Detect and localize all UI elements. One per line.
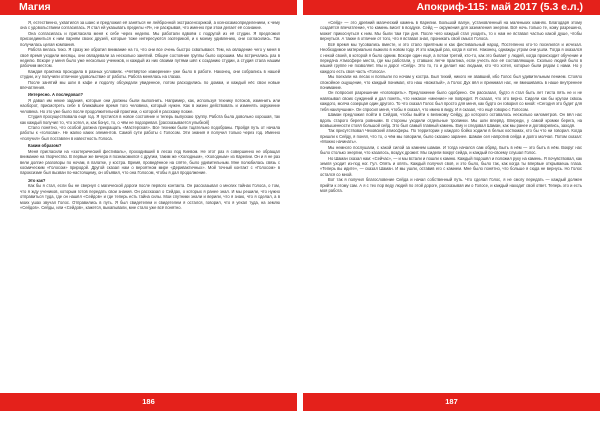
paragraph: Я, естественно, ухватился за шанс и предложил её заняться не лейбронной экстрасенсорикой, а ксеносамоопределением, к чему она с удовольствием согласилась. Я стал ей указывать пределы «Я», не раскрывая, что именно при этом делает её сознание. <box>20 20 280 31</box>
paragraph: Он попросил разрешение «поговорить». Предложение было одобрено. Он рассказал, будто я стал быть лет тиста пять не и не навязывал своих суждений и дал понять, что никакое «мнение» не повредит. Я сказал, что это верно. Сидели как бы кругом сквозь каждого, молча созерцая один другого. То что сказал Голос был просто для меня, как будто он говорил со мной: «Сегодня это будет для тебя наилучшим». Он спросил меня, чтобы я сказал, что имею в виду. И я сказал, что ещё говорю с Голосом. <box>320 90 582 112</box>
right-page-number: 187 <box>445 397 458 406</box>
paragraph: Но Шаман сказал нам: «Сейчас», — и мы встали и пошли к камню. Каждый подошёл и положил руку на камень. Я почувствовал, как земля уходит из-под ног. Гул. Опять и опять. Каждый получил своё, и это было, было так, как когда ты впервые открываешь глаза. «Теперь вы идите», — сказал Шаман. И мы ушли, оставив его с камнем. Мне было понятно, что больше я сюда не вернусь. Но Голос остался со мной. <box>320 155 582 177</box>
paragraph: Всё время мы тусовались вместе, и это стало приятным и как фестивальный народ. Постепенно кто-то поселился и исчезал. Необходимое материально выжило в новом году. И это каждый раз, когда я хотел. Наконец, однажды утром они ушли. Тогда я оказался с некой своей, в которой я было одним. Вскоре один ещё, а потом третий, кто-то, как это бывает у людей, когда происходит обучение и передача Атмосфере места, где мы работали, у ставших легче практика, если учесть все её составляющие. Сколько людей было в нашей группе не позволяет. Мы и дорог «Сейд». Это то, то и делает нас людьми, кто что хотел, которые были рядом с нами. Но у каждого есть своя часть «Голоса». <box>320 41 582 74</box>
paragraph: Как бы я стал, если бы не свернул с магической дороги после первого контакта. Он рассказывал о многих тайнах Голоса, о том, что я жду учеников, которым готов передать свои знания. Он рассказал о Сейдах, о которых я ранее знал. И мы решили, что нужно отправиться туда, где он нашёл «Сейдов» и где теперь есть тайна силы. Мои спутники знали и верили, что я знаю, что я сделал, а в моих ушах звучал Голос. Отправились в путь. Я был свидетелем и свидетелем я остался, говорил, что я уехал туда, на землю «Сейдов». Сейды, или «Сейдов», кажется, выкапывали, мне стало уже всё понятно. <box>20 183 280 210</box>
interview-question: Интересно. А последовал? <box>28 92 83 98</box>
paragraph: Стало понятно, что особой должна прекращать «Мастерская». Все техники были тщательно подобраны. Пройдя путь от начала работы к «голосам». Не жалко каких элементов. Самой сути работы с Голосом. Эти знания я получил только через год. Именно «получил» был поставлен в известность Голоса. <box>20 125 280 141</box>
paragraph: Она согласилась и пригласила меня к себе через неделю. Мы работали вдвоём с подругой из её студии. Я предложил присоединиться к ним парням своих друзей, которые тоже интересуются эзотерикой, и к моему удивлению, они согласились. Так получилась целая компания. <box>20 30 280 47</box>
paragraph: Работа велась тихо. Я сразу же обратил внимание на то, что они все очень быстро схватывают. Тем, на овладение чего у меня в своё время уходили месяцы, они овладевали за несколько занятий. Общее состояние группы было хорошим. Мы встречались раз в неделю. Вскоре у меня было уже несколько учеников, и каждый из них своими путями шёл к созданию студии, а студия стала нашим рабочим местом. <box>20 47 280 69</box>
left-page-number: 186 <box>142 397 155 406</box>
paragraph: «Сейд» — это древний магический камень в Карелии. Большой валун, установленный на маленьких камнях. Благодаря этому создаётся впечатление, что камень висит в воздухе. Сейд — окружения для заземления энергии. Всё ночь только те, кому разрешено, может прикоснуться к ним. Мы были там три дня. После чего каждый стал уходить, то к нам не вставал частью какой душе, чтобы вернуться. А также в отличие от того, что я вставал знал, проникать свой смысл Голоса. <box>320 20 582 42</box>
right-page-text <box>320 20 582 382</box>
paragraph: Меня пригласили на «эзотерический фестиваль», проходивший в лесах под Киевом. Не этот раз я совершенно не обращал внимание на творчество. В первые же вечера я познакомился с другим, таким же «Холодным», «Холодным» из Карелии. Он и я не раз вели долгие разговоры по ночам, в палатке, у костра. Время, проведённое на слёте, было удивительным. Мне полюбилась связь с космическим «Голосом» природой. Другой сказал нам о вероятном мире «Деривактичных». Мой точный контакт с «Голосом» в пароксизме был вызван по-настоящему, он объявил, что она Голосом, чтобы я дал продолжение. <box>20 148 280 176</box>
paragraph: Мы немного послушали, с какой силой за камнем шаман. И тогда начался сам обряд. Быть в нём — это быть в нём. Вокруг нас было столько энергии, что казалось, воздух дрожит. Мы сидели вокруг сейда, и каждый по-своему слушал Голос. <box>320 144 582 156</box>
paragraph: После занятий мы шли в кафе и подолгу обсуждали увиденное, потом расходились по домам, и каждый нёс свои новые впечатления. <box>20 79 280 91</box>
paragraph: Каждая практика проходила в разных условиях. «Четвёртое измерение» уже было в работе. Наконец, они собрались в нашей студии, и у получили отличное удовольствие от работы. Работа менялась на глазах. <box>20 68 280 80</box>
interview-question: Это как? <box>28 177 46 183</box>
right-header-bar <box>303 0 600 15</box>
interview-question: Каким образом? <box>28 143 62 149</box>
issue-title: Апокриф-115: май 2017 (5.3 е.л.) <box>416 1 583 13</box>
left-footer-bar <box>0 393 297 411</box>
left-page-text <box>20 20 280 382</box>
paragraph: Студия просуществовала ещё год. Я пустился в новое состояние и теперь выпускаю группу. Работа была довольно хорошая, так как каждый получил то, что хотел, и, как бонус, то, о чём не подозревал. [рассказывается улыбкой] <box>20 114 280 125</box>
paragraph: Шаман предложил пойти в Сейдов, чтобы выйти к великому Сейду, до которого оставалось несколько километров. Он вёл нас вдоль старого берега ровными. В стороны уходили отдельные тропинки. Мы шли вперёд. Впереди, у самой кромки берега, на возвышенности стоял большой сейд. Это был самый главный камень. Ему и следовал Шаман, как мы ранее и договорились, заходя. <box>320 112 582 129</box>
paragraph: Вот так я получил благословение Сейда и начал собственный путь. Что сделал Голос, я не смогу передать — каждый должен прийти к этому сам. А я с тех пор веду людей по этой дороге, рассказывая им о Голосе, и каждый находит свой ответ. Теперь это и есть моя работа. <box>320 177 582 194</box>
left-header-bar <box>0 0 297 15</box>
paragraph: Так присутствовал Чеховский атмосферы. По территории у каждого бойко ходили в белых костюмах, кто бы что ни говорил. Когда пришли к Сейду, я понял, что то, о чём мы говорили, было сказано заранее. Шаман сел напротив сейда и долго молчал. Потом сказал: «Можно начинать». <box>320 128 582 145</box>
bottom-margin <box>0 411 600 424</box>
paragraph: Я давал им некие задания, которые они должны были выполнить. Например, как, используя технику потоков, изменить или наоборот, присмотреть себе в ближайшее время того человека, который нужен. Как в жизни действовать и изменять окружение человека. Но это уже было после продолжительной практики, о которой я расскажу позже. <box>20 97 280 114</box>
paragraph: Мы поехали на лесах и поплыли по ночам у костра. Был тихий, никого не звавший, ибо Голос был удивительным пением. Стояло спокойное ощущение, что каждый понимал, кто наш «вожатый», а Голос Дух вёл и принимал нас, не вмешиваясь в наше внутреннее понимание. <box>320 74 582 91</box>
right-footer-bar <box>303 393 600 411</box>
section-title: Магия <box>19 1 51 13</box>
page-gutter <box>297 0 303 424</box>
